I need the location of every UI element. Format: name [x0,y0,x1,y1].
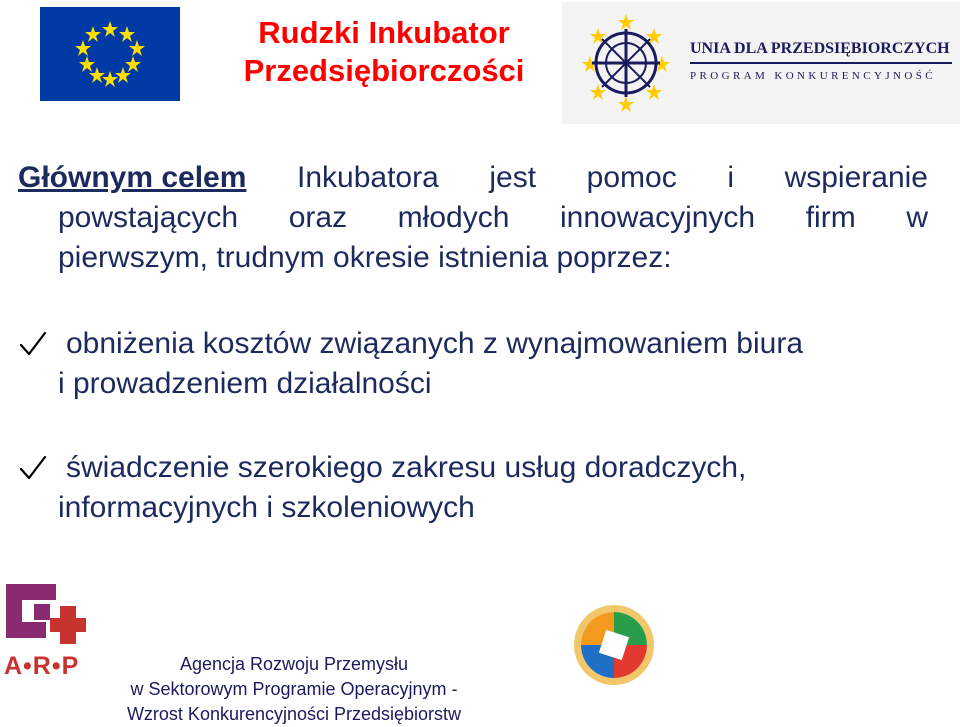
agency-line-2: w Sektorowym Programie Operacyjnym - [130,679,458,699]
bullet-line-2: informacyjnych i szkoleniowych [58,491,475,524]
intro-word: powstających [58,201,239,234]
intro-lead: Głównym celem [18,161,247,194]
checkmark-icon [18,454,48,482]
arp-label: A•R•P [4,652,80,680]
bullet-item [18,324,928,404]
agency-caption [90,652,498,727]
arp-mark-icon [2,578,96,650]
intro-line-1 [18,158,928,198]
bullet-item [18,448,928,528]
intro-paragraph [18,158,928,278]
intro-word: oraz [288,201,348,234]
intro-word: wspieranie [784,161,928,194]
intro-word: pomoc [586,161,677,194]
checkmark-icon [18,330,48,358]
eu-flag-icon [40,7,180,101]
intro-word: jest [489,161,537,194]
compass-star-logo [562,2,682,124]
intro-line-2 [18,198,928,238]
intro-word: młodych [397,201,510,234]
title-line-2: Przedsiębiorczości [243,53,525,88]
intro-line-3: pierwszym, trudnym okresie istnienia poprzez: [58,241,672,274]
intro-word: innowacyjnych [560,201,756,234]
title-line-1: Rudzki Inkubator [258,15,510,50]
bullet-line-1: obniżenia kosztów związanych z wynajmowaniem biura [66,327,804,360]
intro-word: w [906,201,928,234]
partner-name: UNIA DLA PRZEDSIĘBIORCZYCH [690,40,950,57]
bullet-line-1: świadczenie szerokiego zakresu usług doradczych, [66,451,747,484]
page-title [216,14,552,90]
bullet-line-2: i prowadzeniem działalności [58,367,432,400]
agency-line-3: Wzrost Konkurencyjności Przedsiębiorstw [126,704,462,724]
partner-divider [690,62,952,64]
intro-word: i [727,161,734,194]
globe-logo-icon [572,601,656,689]
partner-subtitle: PROGRAM KONKURENCYJNOŚĆ [690,70,936,82]
agency-line-1: Agencja Rozwoju Przemysłu [179,654,409,674]
intro-word: Inkubatora [297,161,439,194]
intro-word: firm [805,201,856,234]
partner-logo [562,2,960,124]
